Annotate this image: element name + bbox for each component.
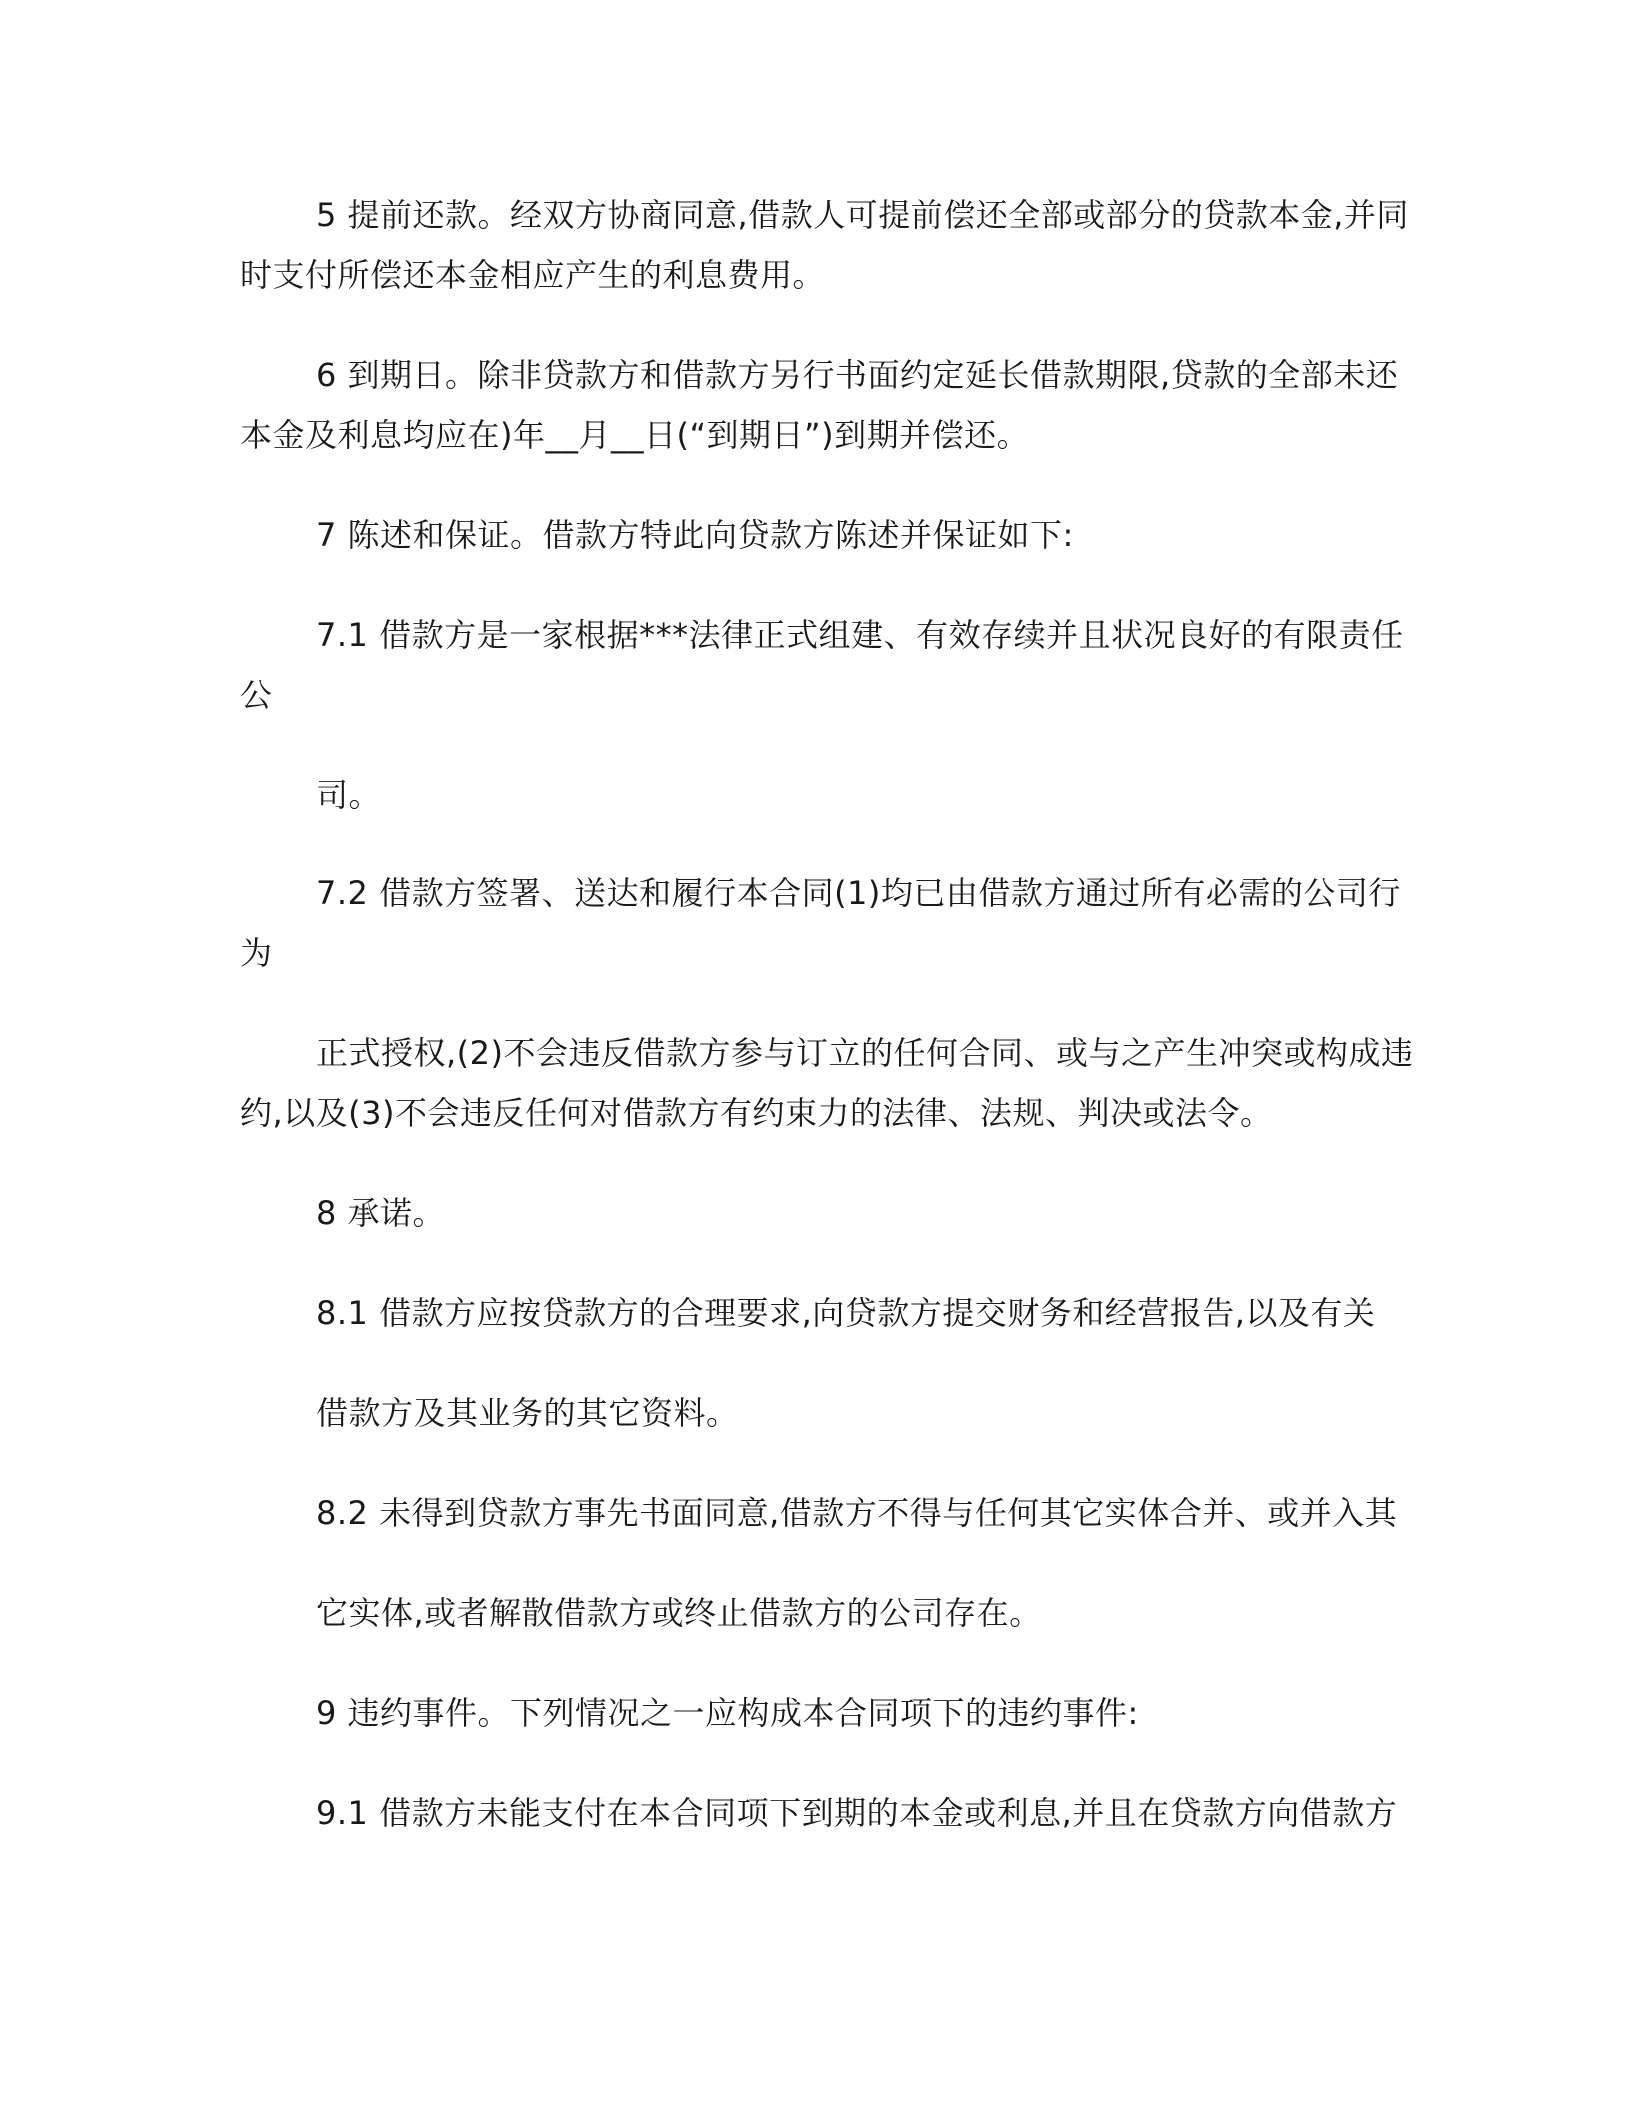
- paragraph-7-2-line-1: 7.2 借款方签署、送达和履行本合同(1)均已由借款方通过所有必需的公司行: [316, 874, 1401, 912]
- paragraph-8-2-line-2: 它实体,或者解散借款方或终止借款方的公司存在。: [316, 1594, 1042, 1632]
- paragraph-8-heading: 8 承诺。: [316, 1194, 446, 1232]
- paragraph-8-1-line-2: 借款方及其业务的其它资料。: [316, 1394, 739, 1432]
- paragraph-7-heading: 7 陈述和保证。借款方特此向贷款方陈述并保证如下:: [316, 516, 1074, 554]
- paragraph-7-1-line-1: 7.1 借款方是一家根据***法律正式组建、有效存续并且状况良好的有限责任: [316, 616, 1404, 654]
- paragraph-7-2-line-3: 正式授权,(2)不会违反借款方参与订立的任何合同、或与之产生冲突或构成违: [316, 1034, 1414, 1072]
- paragraph-7-1-line-2: 公: [240, 676, 273, 714]
- paragraph-7-2-line-4: 约,以及(3)不会违反任何对借款方有约束力的法律、法规、判决或法令。: [240, 1094, 1273, 1132]
- paragraph-5-line-1: 5 提前还款。经双方协商同意,借款人可提前偿还全部或部分的贷款本金,并同: [316, 196, 1409, 234]
- paragraph-6-line-2: 本金及利息均应在)年__月__日(“到期日”)到期并偿还。: [240, 416, 1030, 454]
- paragraph-7-2-line-2: 为: [240, 934, 273, 972]
- paragraph-9-heading: 9 违约事件。下列情况之一应构成本合同项下的违约事件:: [316, 1694, 1139, 1732]
- paragraph-6-line-1: 6 到期日。除非贷款方和借款方另行书面约定延长借款期限,贷款的全部未还: [316, 356, 1399, 394]
- paragraph-5-line-2: 时支付所偿还本金相应产生的利息费用。: [240, 256, 826, 294]
- paragraph-8-1-line-1: 8.1 借款方应按贷款方的合理要求,向贷款方提交财务和经营报告,以及有关: [316, 1294, 1376, 1332]
- paragraph-7-1-line-3: 司。: [316, 776, 382, 814]
- paragraph-8-2-line-1: 8.2 未得到贷款方事先书面同意,借款方不得与任何其它实体合并、或并入其: [316, 1494, 1398, 1532]
- paragraph-9-1-line-1: 9.1 借款方未能支付在本合同项下到期的本金或利息,并且在贷款方向借款方: [316, 1794, 1398, 1832]
